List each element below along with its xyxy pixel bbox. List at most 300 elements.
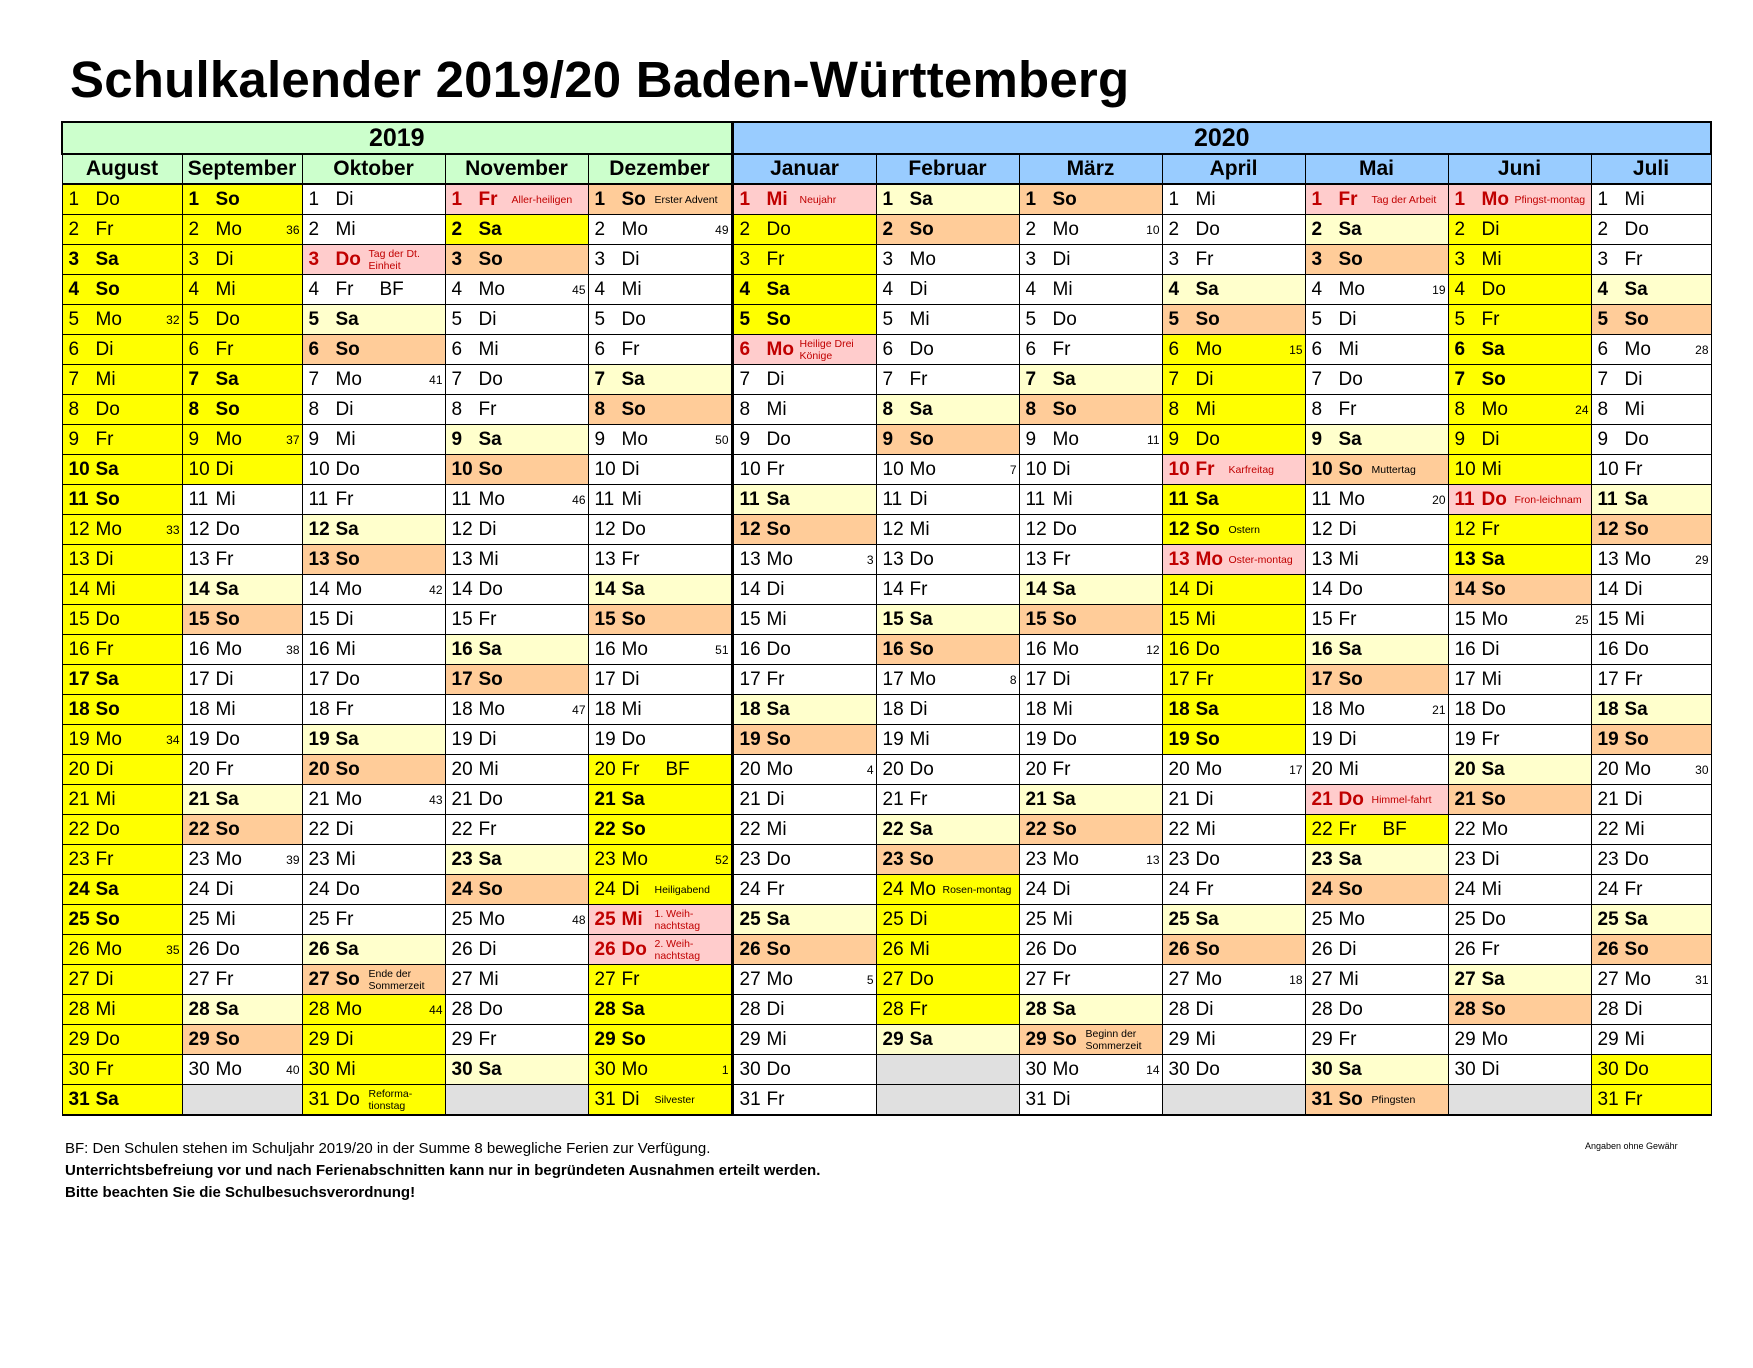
day-cell-oktober-25 <box>302 905 445 935</box>
weekday-label: Di <box>1481 638 1500 660</box>
weekday-label: Sa <box>1624 488 1648 510</box>
day-cell-oktober-24 <box>302 875 445 905</box>
day-cell-august-8 <box>62 395 182 425</box>
weekday-label: Do <box>1624 1058 1649 1080</box>
weekday-label: So <box>335 758 360 780</box>
day-content <box>589 485 731 514</box>
weekday-label: Do <box>335 668 360 690</box>
day-number: 6 <box>68 338 80 360</box>
day-content <box>1306 425 1448 454</box>
day-number: 14 <box>188 578 210 600</box>
month-header-februar: Februar <box>876 154 1019 184</box>
day-number: 13 <box>188 548 210 570</box>
day-content <box>1306 605 1448 634</box>
weekday-label: Mo <box>909 878 936 900</box>
month-header-august: August <box>62 154 182 184</box>
day-cell-februar-12 <box>876 515 1019 545</box>
day-number: 20 <box>451 758 473 780</box>
day-number: 25 <box>1025 908 1047 930</box>
day-number: 26 <box>1025 938 1047 960</box>
day-content <box>1592 425 1711 454</box>
day-content <box>63 455 182 484</box>
weekday-label: Mi <box>95 578 116 600</box>
day-content <box>734 425 876 454</box>
day-number: 30 <box>451 1058 473 1080</box>
week-number: 11 <box>1147 433 1160 447</box>
weekday-label: Fr <box>335 908 354 930</box>
day-content <box>734 695 876 724</box>
weekday-label: Mo <box>478 278 505 300</box>
day-content <box>1592 905 1711 934</box>
weekday-label: Sa <box>1624 908 1648 930</box>
weekday-label: Mi <box>766 818 787 840</box>
day-cell-mai-4 <box>1305 275 1448 305</box>
day-cell-oktober-18 <box>302 695 445 725</box>
day-number: 18 <box>594 698 616 720</box>
day-content <box>446 875 588 904</box>
day-number: 21 <box>188 788 210 810</box>
day-content <box>877 305 1019 334</box>
day-number: 18 <box>1311 698 1333 720</box>
day-number: 10 <box>1025 458 1047 480</box>
day-content <box>1020 995 1162 1024</box>
weekday-label: Di <box>215 668 234 690</box>
day-cell-april-17 <box>1162 665 1305 695</box>
weekday-label: Fr <box>1624 248 1643 270</box>
day-content <box>446 755 588 784</box>
day-cell-märz-24 <box>1019 875 1162 905</box>
day-number: 12 <box>188 518 210 540</box>
day-cell-april-15 <box>1162 605 1305 635</box>
day-number: 6 <box>739 338 751 360</box>
day-cell-april-2 <box>1162 215 1305 245</box>
day-number: 23 <box>451 848 473 870</box>
day-number: 27 <box>1597 968 1619 990</box>
day-content <box>303 635 445 664</box>
month-header-april: April <box>1162 154 1305 184</box>
day-number: 19 <box>451 728 473 750</box>
day-content <box>1306 1085 1448 1114</box>
weekday-label: Mo <box>215 638 242 660</box>
weekday-label: Sa <box>766 698 790 720</box>
day-cell-august-7 <box>62 365 182 395</box>
day-content <box>446 635 588 664</box>
day-cell-dezember-15 <box>588 605 732 635</box>
day-number: 24 <box>188 878 210 900</box>
day-content <box>303 965 445 994</box>
day-cell-januar-4 <box>732 275 876 305</box>
weekday-label: Di <box>1338 518 1357 540</box>
day-number: 2 <box>1454 218 1466 240</box>
weekday-label: Do <box>1052 728 1077 750</box>
weekday-label: Mi <box>1481 878 1502 900</box>
weekday-label: Mi <box>215 698 236 720</box>
day-number: 26 <box>1454 938 1476 960</box>
day-number: 6 <box>308 338 320 360</box>
page-title: Schulkalender 2019/20 Baden-Württemberg <box>70 51 1130 108</box>
day-content <box>1163 1055 1305 1084</box>
weekday-label: Mi <box>1338 968 1359 990</box>
day-number: 16 <box>739 638 761 660</box>
day-cell-februar-1 <box>876 184 1019 215</box>
day-content <box>183 725 302 754</box>
day-cell-dezember-9 <box>588 425 732 455</box>
day-number: 21 <box>68 788 90 810</box>
day-cell-märz-9 <box>1019 425 1162 455</box>
day-number: 23 <box>1454 848 1476 870</box>
day-cell-august-23 <box>62 845 182 875</box>
day-number: 20 <box>1454 758 1476 780</box>
day-cell-oktober-14 <box>302 575 445 605</box>
weekday-label: Sa <box>1052 788 1076 810</box>
day-content <box>183 515 302 544</box>
day-content <box>1449 335 1591 364</box>
weekday-label: Mo <box>215 1058 242 1080</box>
day-cell-januar-23 <box>732 845 876 875</box>
day-number: 29 <box>1311 1028 1333 1050</box>
day-number: 30 <box>68 1058 90 1080</box>
day-number: 30 <box>188 1058 210 1080</box>
day-number: 25 <box>188 908 210 930</box>
day-content <box>589 575 731 604</box>
day-number: 22 <box>739 818 761 840</box>
day-content <box>589 905 731 934</box>
day-content <box>63 575 182 604</box>
weekday-label: Di <box>335 818 354 840</box>
weekday-label: Di <box>1338 308 1357 330</box>
day-number: 21 <box>739 788 761 810</box>
day-cell-juni-19 <box>1448 725 1591 755</box>
day-number: 4 <box>1168 278 1180 300</box>
day-number: 2 <box>1168 218 1180 240</box>
day-cell-märz-4 <box>1019 275 1162 305</box>
day-number: 25 <box>1597 908 1619 930</box>
day-content <box>446 335 588 364</box>
day-number: 17 <box>1454 668 1476 690</box>
day-number: 11 <box>1597 488 1618 510</box>
day-content <box>1306 905 1448 934</box>
day-number: 10 <box>1597 458 1619 480</box>
weekday-label: Mo <box>766 758 793 780</box>
day-number: 16 <box>308 638 330 660</box>
weekday-label: Sa <box>1624 278 1648 300</box>
weekday-label: Di <box>1481 1058 1500 1080</box>
day-note: Aller-heiligen <box>511 193 573 206</box>
weekday-label: Fr <box>1195 248 1214 270</box>
weekday-label: So <box>1052 398 1077 420</box>
weekday-label: Mi <box>1338 548 1359 570</box>
day-cell-dezember-25 <box>588 905 732 935</box>
day-content <box>1592 545 1711 574</box>
day-content <box>303 845 445 874</box>
day-cell-august-9 <box>62 425 182 455</box>
day-number: 6 <box>882 338 894 360</box>
day-content <box>1592 185 1711 214</box>
day-content <box>183 365 302 394</box>
day-content <box>877 545 1019 574</box>
day-content <box>63 365 182 394</box>
day-number: 26 <box>451 938 473 960</box>
day-content <box>1449 935 1591 964</box>
weekday-label: Fr <box>766 878 785 900</box>
weekday-label: Mi <box>1195 608 1216 630</box>
day-row <box>62 935 1711 965</box>
day-cell-februar-16 <box>876 635 1019 665</box>
day-cell-mai-24 <box>1305 875 1448 905</box>
day-cell-mai-8 <box>1305 395 1448 425</box>
day-content <box>1592 965 1711 994</box>
day-cell-oktober-3 <box>302 245 445 275</box>
day-content <box>63 995 182 1024</box>
weekday-label: So <box>909 638 934 660</box>
day-row <box>62 275 1711 305</box>
day-number: 13 <box>1025 548 1047 570</box>
day-cell-august-16 <box>62 635 182 665</box>
day-cell-juni-29 <box>1448 1025 1591 1055</box>
day-content <box>1163 215 1305 244</box>
day-cell-märz-31 <box>1019 1085 1162 1116</box>
day-row <box>62 1025 1711 1055</box>
day-number: 24 <box>1025 878 1047 900</box>
day-cell-dezember-19 <box>588 725 732 755</box>
weekday-label: Fr <box>95 848 114 870</box>
day-cell-august-10 <box>62 455 182 485</box>
day-content <box>446 485 588 514</box>
weekday-label: Mi <box>909 308 930 330</box>
weekday-label: Mi <box>1052 908 1073 930</box>
day-content <box>1020 1085 1162 1114</box>
day-content <box>734 995 876 1024</box>
day-number: 21 <box>308 788 330 810</box>
day-content <box>734 395 876 424</box>
day-cell-dezember-7 <box>588 365 732 395</box>
day-number: 1 <box>1454 188 1466 210</box>
day-content <box>1449 275 1591 304</box>
day-number: 9 <box>1168 428 1180 450</box>
weekday-label: Sa <box>1481 338 1505 360</box>
day-number: 3 <box>1025 248 1037 270</box>
day-cell-oktober-1 <box>302 184 445 215</box>
month-header-juli: Juli <box>1591 154 1711 184</box>
day-number: 9 <box>188 428 200 450</box>
day-row <box>62 184 1711 215</box>
day-content <box>303 695 445 724</box>
day-content <box>446 725 588 754</box>
day-cell-dezember-23 <box>588 845 732 875</box>
weekday-label: Sa <box>1195 278 1219 300</box>
day-number: 6 <box>594 338 606 360</box>
weekday-label: Sa <box>95 878 119 900</box>
day-number: 21 <box>1454 788 1476 810</box>
weekday-label: So <box>766 308 791 330</box>
day-content <box>1163 395 1305 424</box>
day-content <box>1163 275 1305 304</box>
day-number: 18 <box>188 698 210 720</box>
day-number: 9 <box>739 428 751 450</box>
weekday-label: Mo <box>909 248 936 270</box>
day-content <box>1449 215 1591 244</box>
weekday-label: Mi <box>215 278 236 300</box>
day-number: 29 <box>882 1028 904 1050</box>
weekday-label: Do <box>1052 308 1077 330</box>
weekday-label: Mo <box>1481 398 1508 420</box>
day-content <box>1163 605 1305 634</box>
day-cell-september-7 <box>182 365 302 395</box>
day-cell-märz-18 <box>1019 695 1162 725</box>
day-number: 5 <box>1168 308 1180 330</box>
day-number: 15 <box>188 608 210 630</box>
day-cell-märz-1 <box>1019 184 1162 215</box>
day-cell-dezember-5 <box>588 305 732 335</box>
day-content <box>1020 1025 1162 1054</box>
day-cell-dezember-28 <box>588 995 732 1025</box>
day-content <box>303 455 445 484</box>
weekday-label: Di <box>621 1088 640 1110</box>
day-content <box>589 665 731 694</box>
day-cell-märz-19 <box>1019 725 1162 755</box>
day-content <box>1449 485 1591 514</box>
month-header-januar: Januar <box>732 154 876 184</box>
day-content <box>1449 395 1591 424</box>
day-number: 15 <box>1597 608 1619 630</box>
day-number: 7 <box>451 368 463 390</box>
day-content <box>303 545 445 574</box>
day-cell-dezember-29 <box>588 1025 732 1055</box>
day-cell-dezember-2 <box>588 215 732 245</box>
week-number: 5 <box>866 973 874 987</box>
day-cell-juni-21 <box>1448 785 1591 815</box>
day-content <box>1592 215 1711 244</box>
day-content <box>734 245 876 274</box>
day-row <box>62 365 1711 395</box>
day-number: 9 <box>308 428 320 450</box>
day-content <box>1020 545 1162 574</box>
day-number: 18 <box>1597 698 1619 720</box>
day-cell-juli-13 <box>1591 545 1711 575</box>
day-number: 25 <box>1168 908 1190 930</box>
day-number: 27 <box>1311 968 1333 990</box>
month-header-september: September <box>182 154 302 184</box>
day-cell-mai-26 <box>1305 935 1448 965</box>
day-content <box>734 935 876 964</box>
weekday-label: Mo <box>335 788 362 810</box>
day-number: 2 <box>188 218 200 240</box>
day-number: 16 <box>1454 638 1476 660</box>
day-number: 26 <box>739 938 761 960</box>
day-cell-januar-14 <box>732 575 876 605</box>
day-number: 27 <box>1454 968 1476 990</box>
day-number: 14 <box>1168 578 1190 600</box>
day-content <box>877 935 1019 964</box>
day-content <box>1306 785 1448 814</box>
weekday-label: Sa <box>215 368 239 390</box>
day-content <box>589 785 731 814</box>
weekday-label: So <box>1481 998 1506 1020</box>
day-content <box>589 395 731 424</box>
weekday-label: Fr <box>621 758 640 780</box>
day-cell-mai-21 <box>1305 785 1448 815</box>
day-content <box>63 635 182 664</box>
day-cell-märz-2 <box>1019 215 1162 245</box>
day-cell-august-30 <box>62 1055 182 1085</box>
weekday-label: Mi <box>1195 398 1216 420</box>
calendar-table <box>61 121 1712 1116</box>
weekday-label: So <box>766 518 791 540</box>
weekday-label: Fr <box>766 1088 785 1110</box>
day-cell-juni-7 <box>1448 365 1591 395</box>
day-number: 24 <box>1454 878 1476 900</box>
day-content <box>303 425 445 454</box>
day-cell-januar-31 <box>732 1085 876 1116</box>
day-cell-mai-3 <box>1305 245 1448 275</box>
weekday-label: Do <box>766 1058 791 1080</box>
day-content <box>183 275 302 304</box>
day-number: 23 <box>188 848 210 870</box>
day-cell-januar-7 <box>732 365 876 395</box>
weekday-label: So <box>1481 368 1506 390</box>
day-content <box>589 425 731 454</box>
day-cell-september-22 <box>182 815 302 845</box>
day-number: 31 <box>68 1088 90 1110</box>
day-number: 24 <box>1597 878 1619 900</box>
day-content <box>1449 245 1591 274</box>
day-note: Pfingsten <box>1371 1093 1416 1106</box>
weekday-label: Di <box>1338 938 1357 960</box>
day-cell-august-29 <box>62 1025 182 1055</box>
day-content <box>589 245 731 274</box>
day-number: 4 <box>451 278 463 300</box>
weekday-label: Do <box>1338 578 1363 600</box>
weekday-label: So <box>1052 188 1077 210</box>
day-content <box>589 275 731 304</box>
day-cell-november-27 <box>445 965 588 995</box>
day-cell-september-9 <box>182 425 302 455</box>
day-content <box>877 725 1019 754</box>
day-cell-april-20 <box>1162 755 1305 785</box>
day-number: 15 <box>739 608 761 630</box>
day-number: 22 <box>188 818 210 840</box>
weekday-label: Di <box>909 488 928 510</box>
weekday-label: Fr <box>95 1058 114 1080</box>
weekday-label: Di <box>1195 998 1214 1020</box>
day-cell-oktober-30 <box>302 1055 445 1085</box>
day-number: 14 <box>308 578 330 600</box>
week-number: 32 <box>166 313 180 327</box>
day-content <box>303 995 445 1024</box>
weekday-label: So <box>215 608 240 630</box>
weekday-label: Mo <box>1624 758 1651 780</box>
weekday-label: Di <box>766 368 785 390</box>
day-cell-mai-17 <box>1305 665 1448 695</box>
day-number: 16 <box>1025 638 1047 660</box>
day-content <box>446 365 588 394</box>
day-number: 21 <box>1597 788 1619 810</box>
weekday-label: Sa <box>1624 698 1648 720</box>
weekday-label: Mo <box>621 218 648 240</box>
day-cell-juli-19 <box>1591 725 1711 755</box>
weekday-label: Di <box>909 698 928 720</box>
day-content <box>734 965 876 994</box>
day-number: 20 <box>882 758 904 780</box>
weekday-label: Fr <box>1624 458 1643 480</box>
weekday-label: Mo <box>95 728 122 750</box>
day-content <box>446 215 588 244</box>
day-number: 17 <box>1597 668 1619 690</box>
day-note: Himmel-fahrt <box>1371 793 1432 806</box>
day-number: 16 <box>68 638 90 660</box>
day-cell-juni-27 <box>1448 965 1591 995</box>
day-cell-dezember-10 <box>588 455 732 485</box>
